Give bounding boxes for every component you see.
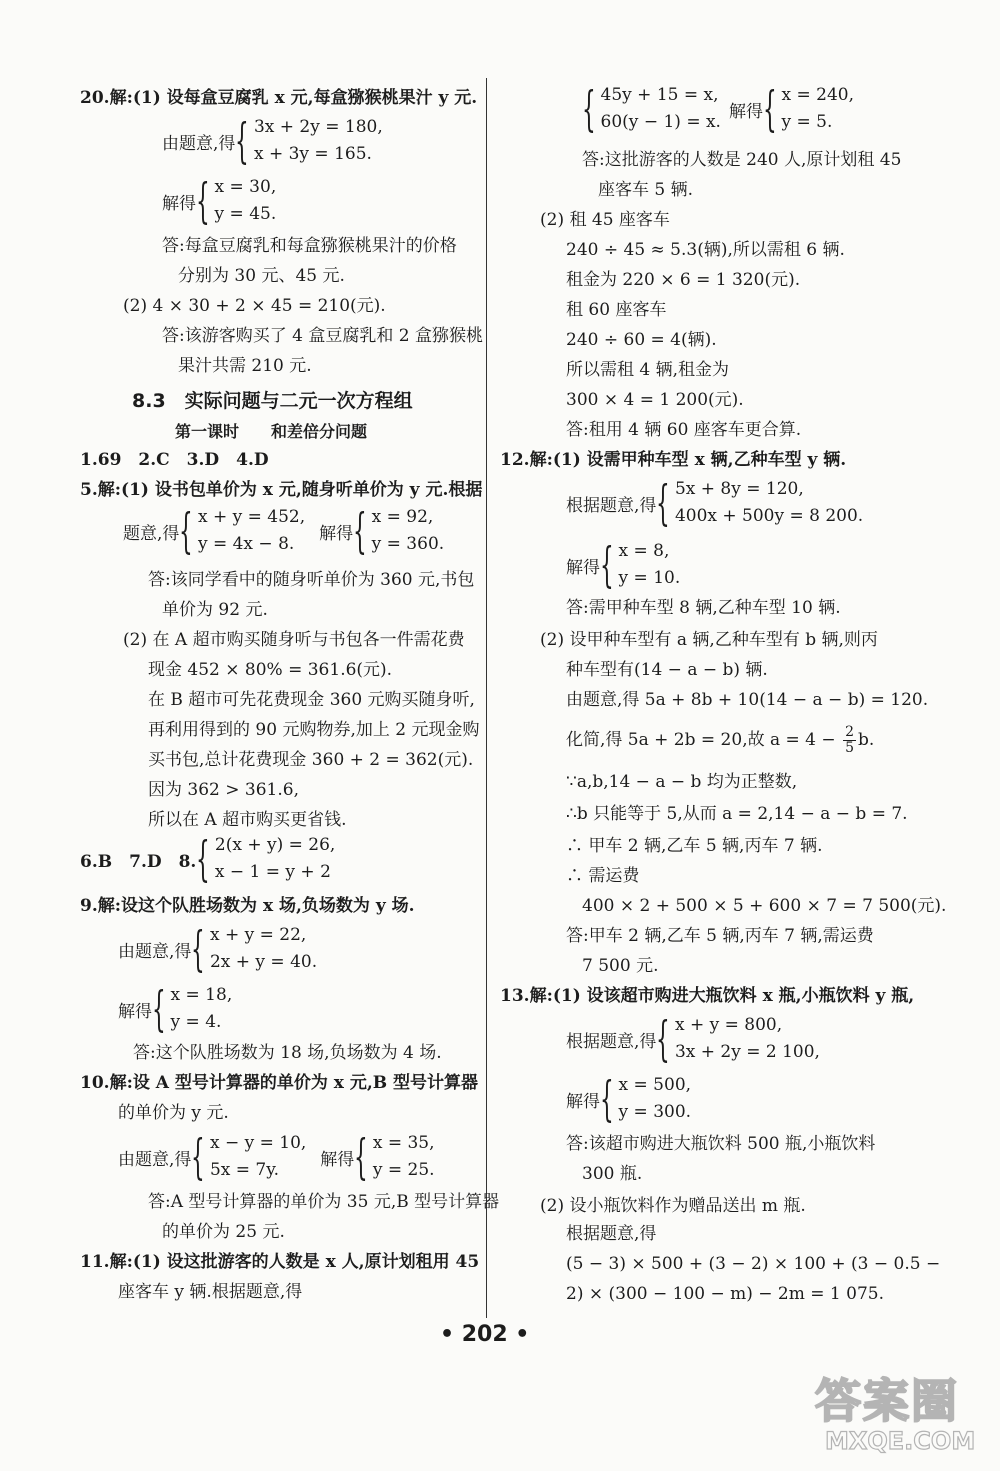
q12-sys2-prefix: 解得: [566, 557, 600, 578]
q20-sys2-prefix: 解得: [162, 193, 196, 214]
equation-system: [254, 114, 383, 168]
equation: x = 18,: [170, 985, 233, 1005]
q9-sys1-prefix: 由题意,得: [118, 941, 192, 962]
q11-line2: 座客车 y 辆.根据题意,得: [118, 1282, 303, 1302]
left-brace-icon: {: [353, 503, 367, 559]
equation: 45y + 15 = x,: [600, 85, 719, 105]
equation-system: [215, 832, 335, 886]
q12-part2-l5: ∵a,b,14 − a − b 均为正整数,: [566, 772, 798, 792]
equation: x = 35,: [372, 1133, 435, 1153]
right-column: [490, 0, 1000, 1471]
q20-answer3: 答:该游客购买了 4 盒豆腐乳和 2 盒猕猴桃: [162, 326, 483, 346]
q11-answer2: 座客车 5 辆.: [598, 180, 694, 200]
equation-system: [198, 504, 305, 558]
q11-part2-l1: (2) 租 45 座客车: [540, 210, 670, 230]
left-brace-icon: {: [656, 1011, 671, 1067]
q13-sys2-prefix: 解得: [566, 1091, 600, 1112]
q12-part2-l6: ∴b 只能等于 5,从而 a = 2,14 − a − b = 7.: [566, 804, 908, 824]
equation-system: [171, 982, 233, 1036]
equation-system: [601, 82, 721, 136]
q12-sys1-prefix: 根据题意,得: [566, 495, 657, 516]
equation: y = 300.: [618, 1102, 692, 1122]
q20-sys1-prefix: 由题意,得: [162, 133, 236, 154]
q5-part2-l1: (2) 在 A 超市购买随身听与书包各一件需花费: [123, 630, 465, 650]
fraction-denominator: 5: [845, 740, 854, 756]
equation: x = 8,: [618, 541, 670, 561]
left-brace-icon: {: [191, 921, 206, 977]
equation-system: [210, 1130, 306, 1184]
equation: 5x = 7y.: [209, 1160, 279, 1180]
q11-solve-label: 解得: [728, 101, 763, 122]
lesson-title: 第一课时 和差倍分问题: [175, 422, 368, 441]
left-brace-icon: {: [191, 1129, 206, 1185]
equation: x = 30,: [214, 177, 277, 197]
q11-part2-l3: 租金为 220 × 6 = 1 320(元).: [566, 270, 801, 290]
q12-simplify-text: 化简,得 5a + 2b = 20,故 a = 4 −: [566, 730, 836, 750]
equation-system: [782, 82, 855, 136]
q6-8-prefix: 6.B 7.D 8.: [80, 851, 197, 872]
equation-system: [675, 476, 863, 530]
left-brace-icon: {: [152, 981, 166, 1037]
q20-line1: [80, 88, 477, 108]
q10-line1: 10.解:设 A 型号计算器的单价为 x 元,B 型号计算器: [80, 1073, 479, 1093]
equation: y = 4.: [170, 1012, 222, 1032]
q5-part2-l5: 买书包,总计花费现金 360 + 2 = 362(元).: [148, 750, 474, 770]
q5-part2-l4: 再利用得到的 90 元购物券,加上 2 元现金购: [148, 720, 480, 740]
equation: x + y = 800,: [674, 1015, 783, 1035]
section-title: 8.3 实际问题与二元一次方程组: [132, 390, 413, 412]
equation-system: [373, 1130, 435, 1184]
q13-answer1: 答:该超市购进大瓶饮料 500 瓶,小瓶饮料: [566, 1134, 876, 1154]
equation: y = 25.: [372, 1160, 435, 1180]
q12-part2-l7: ∴ 甲车 2 辆,乙车 5 辆,丙车 7 辆.: [566, 836, 823, 856]
q11-part2-l2: 240 ÷ 45 ≈ 5.3(辆),所以需租 6 辆.: [566, 240, 845, 260]
equation-system: [675, 1012, 820, 1066]
equation-system: [619, 538, 681, 592]
left-brace-icon: {: [762, 81, 777, 137]
watermark-logo: [815, 1365, 995, 1465]
left-brace-icon: {: [582, 81, 596, 137]
equation: x − 1 = y + 2: [214, 862, 331, 882]
q10-line2: 的单价为 y 元.: [118, 1103, 229, 1123]
equation-system: [210, 922, 317, 976]
q13-system2: [566, 1072, 691, 1126]
equation: x + y = 452,: [197, 507, 306, 527]
q12-answer3: 7 500 元.: [582, 956, 659, 976]
q9-system1: [118, 922, 317, 976]
equation: y = 45.: [214, 204, 277, 224]
watermark-text: 答案圈: [815, 1374, 959, 1428]
left-brace-icon: {: [196, 831, 211, 887]
q13-answer2: 300 瓶.: [582, 1164, 643, 1184]
q5-answer1: 答:该同学看中的随身听单价为 360 元,书包: [148, 570, 475, 590]
left-brace-icon: {: [179, 503, 194, 559]
q12-answer1: 答:需甲种车型 8 辆,乙种车型 10 辆.: [566, 598, 841, 618]
left-brace-icon: {: [600, 1071, 614, 1127]
left-brace-icon: {: [196, 173, 210, 229]
equation: y = 4x − 8.: [197, 534, 295, 554]
q20-system1: [162, 114, 383, 168]
left-brace-icon: {: [656, 475, 671, 531]
equation: 2(x + y) = 26,: [214, 835, 336, 855]
q5-part2-l6: 因为 362 > 361.6,: [148, 780, 299, 800]
q13-sys1-prefix: 根据题意,得: [566, 1031, 657, 1052]
q20-system2: [162, 174, 276, 228]
q11-part2-l5: 240 ÷ 60 = 4(辆).: [566, 330, 717, 350]
q9-line1: 9.解:设这个队胜场数为 x 场,负场数为 y 场.: [80, 896, 415, 916]
q13-part2-l1: (2) 设小瓶饮料作为赠品送出 m 瓶.: [540, 1196, 806, 1216]
q10-system: [118, 1130, 435, 1184]
q20-part2: (2) 4 × 30 + 2 × 45 = 210(元).: [123, 296, 386, 316]
q12-part2-l3: 由题意,得 5a + 8b + 10(14 − a − b) = 120.: [566, 690, 929, 710]
q5-part2-l2: 现金 452 × 80% = 361.6(元).: [148, 660, 393, 680]
fraction: [843, 725, 856, 756]
q12-part2-l2: 种车型有(14 − a − b) 辆.: [566, 660, 768, 680]
q11-part2-l8: 答:租用 4 辆 60 座客车更合算.: [566, 420, 802, 440]
q11-part2-l6: 所以需租 4 辆,租金为: [566, 360, 730, 380]
q12-part2-l8: ∴ 需运费: [566, 866, 640, 886]
q20-answer1: 答:每盒豆腐乳和每盒猕猴桃果汁的价格: [162, 236, 457, 256]
equation: y = 10.: [618, 568, 681, 588]
q10-answer2: 的单价为 25 元.: [162, 1222, 285, 1242]
q20-answer4: 果汁共需 210 元.: [178, 356, 312, 376]
q11-answer1: 答:这批游客的人数是 240 人,原计划租 45: [582, 150, 902, 170]
q12-answer2: 答:甲车 2 辆,乙车 5 辆,丙车 7 辆,需运费: [566, 926, 874, 946]
equation: y = 5.: [781, 112, 833, 132]
q10-answer1: 答:A 型号计算器的单价为 35 元,B 型号计算器: [148, 1192, 500, 1212]
q12-system1: [566, 476, 863, 530]
equation: y = 360.: [371, 534, 445, 554]
q9-answer: 答:这个队胜场数为 18 场,负场数为 4 场.: [133, 1043, 442, 1063]
q5-system: [123, 504, 444, 558]
q11-line1: 11.解:(1) 设这批游客的人数是 x 人,原计划租用 45: [80, 1252, 480, 1272]
page-number: • 202 •: [440, 1322, 530, 1347]
q13-system1: [566, 1012, 820, 1066]
q12-part2-l9: 400 × 2 + 500 × 5 + 600 × 7 = 7 500(元).: [582, 896, 947, 916]
equation: x + 3y = 165.: [253, 144, 372, 164]
watermark-url: MXQE.COM: [825, 1427, 976, 1455]
equation: 2x + y = 40.: [209, 952, 318, 972]
q6-8-answers: [80, 832, 335, 886]
q9-system2: [118, 982, 232, 1036]
q12-simplify-tail: b.: [857, 730, 875, 750]
equation: 3x + 2y = 180,: [253, 117, 383, 137]
equation: x − y = 10,: [209, 1133, 307, 1153]
equation-system: [372, 504, 445, 558]
q11-part2-l7: 300 × 4 = 1 200(元).: [566, 390, 744, 410]
left-brace-icon: {: [354, 1129, 369, 1185]
q5-part2-l3: 在 B 超市可先花费现金 360 元购买随身听,: [148, 690, 475, 710]
q5-answer2: 单价为 92 元.: [162, 600, 268, 620]
q5-solve-label: 解得: [319, 523, 354, 544]
equation: 400x + 500y = 8 200.: [674, 506, 864, 526]
q9-sys2-prefix: 解得: [118, 1001, 152, 1022]
q13-part2-l2: 根据题意,得: [566, 1224, 657, 1244]
equation: x = 500,: [618, 1075, 692, 1095]
q20-text: 20.解:(1) 设每盒豆腐乳 x 元,每盒猕猴桃果汁 y 元.: [80, 88, 478, 108]
left-brace-icon: {: [235, 113, 250, 169]
q12-line1: 12.解:(1) 设需甲种车型 x 辆,乙种车型 y 辆.: [500, 450, 847, 470]
equation: x = 92,: [371, 507, 434, 527]
q5-line1: 5.解:(1) 设书包单价为 x 元,随身听单价为 y 元.根据: [80, 480, 483, 500]
q12-part2-l4: [566, 724, 874, 756]
equation: 3x + 2y = 2 100,: [674, 1042, 820, 1062]
equation: x + y = 22,: [209, 925, 307, 945]
equation-system: [215, 174, 277, 228]
equation: 60(y − 1) = x.: [600, 112, 721, 132]
equation-system: [619, 1072, 692, 1126]
q12-system2: [566, 538, 680, 592]
q13-part2-l3: (5 − 3) × 500 + (3 − 2) × 100 + (3 − 0.5 −: [566, 1254, 941, 1274]
fraction-numerator: 2: [845, 724, 854, 740]
q5-part2-l7: 所以在 A 超市购买更省钱.: [148, 810, 347, 830]
q11-system: [582, 82, 854, 136]
q10-sys-prefix: 由题意,得: [118, 1149, 192, 1170]
q1-4-answers: 1.69 2.C 3.D 4.D: [80, 450, 269, 470]
q13-line1: 13.解:(1) 设该超市购进大瓶饮料 x 瓶,小瓶饮料 y 瓶,: [500, 986, 915, 1006]
left-brace-icon: {: [600, 537, 614, 593]
q20-answer2: 分别为 30 元、45 元.: [178, 266, 345, 286]
equation: 5x + 8y = 120,: [674, 479, 804, 499]
q11-part2-l4: 租 60 座客车: [566, 300, 667, 320]
q12-part2-l1: (2) 设甲种车型有 a 辆,乙种车型有 b 辆,则丙: [540, 630, 878, 650]
q13-part2-l4: 2) × (300 − 100 − m) − 2m = 1 075.: [566, 1284, 884, 1304]
q5-sys-prefix: 题意,得: [123, 523, 180, 544]
q10-solve-label: 解得: [320, 1149, 355, 1170]
equation: x = 240,: [781, 85, 855, 105]
